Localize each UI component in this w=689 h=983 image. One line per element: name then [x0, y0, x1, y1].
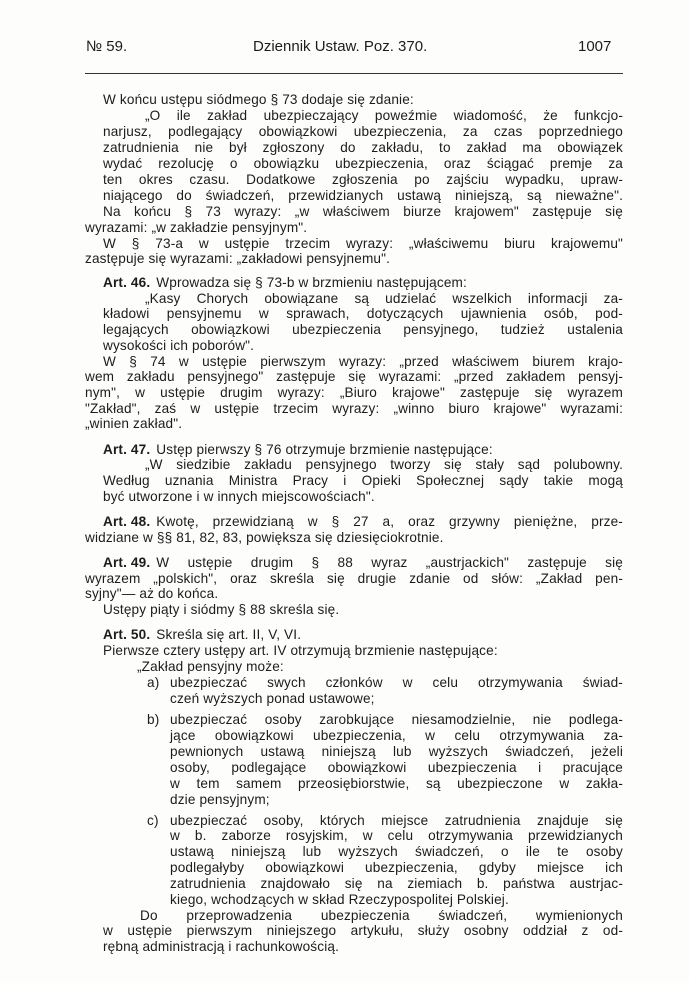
line-text: wysokości ich poborów".	[103, 338, 255, 353]
article-heading-line	[103, 275, 467, 291]
text-line	[85, 385, 623, 401]
text-line	[103, 322, 623, 338]
line-text: jące obowiązkowi ubezpieczenia, w celu otrzymywania za-	[170, 728, 623, 743]
text-line	[103, 156, 623, 172]
line-text: wem zakładu pensyjnego" zastępuje się wyrazami: „przed zakładem pensyj-	[85, 369, 623, 384]
text-line	[103, 354, 623, 370]
line-text: Na końcu § 73 wyrazy: „w właściwem biurze krajowem" zastępuje się	[103, 204, 623, 219]
line-text: Do przeprowadzenia ubezpieczenia świadczeń, wymienionych	[140, 908, 623, 923]
text-line	[103, 338, 254, 354]
line-text: W końcu ustępu siódmego § 73 dodaje się zdanie:	[103, 92, 414, 107]
text-line	[170, 728, 623, 744]
line-text: zastępuje się wyrazami: „zakładowi pensyjnemu".	[85, 251, 391, 266]
article-number: Art. 48.	[103, 514, 151, 529]
line-text: czeń wyższych ponad ustawowe;	[170, 691, 375, 706]
line-text: kiego, wchodzących w skład Rzeczypospolitej Polskiej.	[170, 892, 509, 907]
text-line	[103, 124, 623, 140]
text-line	[85, 401, 623, 417]
line-text: kładowi pensyjnemu w sprawach, dotyczących ujawnienia osób, pod-	[103, 306, 623, 321]
text-line	[103, 172, 623, 188]
line-text: widziane w §§ 81, 82, 83, powiększa się dziesięciokrotnie.	[85, 530, 444, 545]
line-text: Ustępy piąty i siódmy § 88 skreśla się.	[103, 602, 340, 617]
line-text: „winien zakład".	[85, 416, 183, 431]
text-line	[145, 108, 623, 124]
text-line	[103, 643, 498, 659]
line-text: Ustęp pierwszy § 76 otrzymuje brzmienie następujące:	[156, 442, 493, 457]
text-line	[103, 92, 414, 108]
line-text: W § 74 w ustępie pierwszym wyrazy: „przed właściwem biurem krajo-	[103, 354, 623, 369]
line-text: niającego do świadczeń, przewidzianych ustawą niniejszą, są nieważne".	[103, 188, 623, 203]
text-line	[103, 489, 375, 505]
text-line	[85, 220, 307, 236]
text-line	[170, 691, 375, 707]
text-line	[85, 586, 218, 602]
line-text: ubezpieczać osoby zarobkujące niesamodzielnie, nie podlega-	[170, 712, 623, 727]
article-heading-line	[103, 514, 623, 530]
text-line	[103, 306, 623, 322]
line-text: Według uznania Ministra Pracy i Opieki Społecznej sądy takie mogą	[103, 473, 623, 488]
article-heading-line	[103, 627, 301, 643]
list-label: b)	[147, 712, 160, 727]
text-line	[103, 236, 623, 252]
text-line	[85, 369, 623, 385]
line-text: pewnionych ustawą niniejszą lub wyższych świadczeń, jeżeli	[170, 744, 623, 759]
text-line	[103, 923, 623, 939]
line-text: osoby, podlegające obowiązkowi ubezpieczenia i pracujące	[170, 760, 623, 775]
line-text: zatrudnienia znajdowało się na ziemiach b. państwa austrjac-	[170, 876, 623, 891]
article-number: Art. 46.	[103, 275, 151, 290]
line-text: „O ile zakład ubezpieczający poweźmie wiadomość, że funkcjo-	[145, 108, 623, 123]
line-text: w tem samem przeosiębiorstwie, są ubezpieczone w zakła-	[170, 776, 623, 791]
text-line	[103, 188, 623, 204]
text-line	[170, 876, 623, 892]
line-text: w b. zaborze rosyjskim, w celu otrzymywania przewidzianych	[170, 828, 623, 843]
running-title: Dziennik Ustaw. Poz. 370.	[253, 38, 428, 55]
line-text: narjusz, podlegający obowiązkowi ubezpieczenia, za czas poprzedniego	[103, 124, 623, 139]
article-heading-line	[103, 442, 493, 458]
line-text: podlegałyby obowiązkowi ubezpieczenia, gdyby miejsce ich	[170, 860, 623, 875]
text-line	[170, 892, 509, 908]
text-line	[170, 760, 623, 776]
line-text: ten okres czasu. Dodatkowe zgłoszenia po zajściu wypadku, upraw-	[103, 172, 623, 187]
text-line	[137, 659, 284, 675]
text-line	[170, 844, 623, 860]
text-line	[85, 416, 182, 432]
line-text: w ustępie pierwszym niniejszego artykułu, służy osobny oddział z od-	[103, 923, 623, 938]
line-text: dzie pensyjnym;	[170, 792, 270, 807]
line-text: nym", w ustępie drugim wyrazy: „Biuro krajowe" zastępuje się wyrazem	[85, 385, 623, 400]
issue-number: № 59.	[86, 38, 128, 55]
text-line	[145, 457, 623, 473]
header-rule	[85, 73, 623, 74]
line-text: Kwotę, przewidzianą w § 27 a, oraz grzywny pieniężne, prze-	[156, 514, 623, 529]
text-line	[170, 776, 623, 792]
line-text: „Zakład pensyjny może:	[137, 659, 284, 674]
line-text: Pierwsze cztery ustępy art. IV otrzymują brzmienie następujące:	[103, 643, 498, 658]
text-line	[85, 251, 390, 267]
text-line	[103, 473, 623, 489]
text-line	[85, 571, 623, 587]
article-number: Art. 49.	[103, 555, 151, 570]
line-text: ustawą niniejszą lub wyższych świadczeń, o ile te osoby	[170, 844, 623, 859]
text-line	[103, 939, 339, 955]
page-number: 1007	[578, 38, 612, 55]
text-line	[170, 828, 623, 844]
article-heading-line	[103, 555, 623, 571]
line-text: legających obowiązkowi ubezpieczenia pensyjnego, tudzież ustalenia	[103, 322, 623, 337]
line-text: być utworzone i w innych miejscowościach".	[103, 489, 375, 504]
line-text: zatrudnienia nie był zgłoszony do zakładu, to zakład ma obowiązek	[103, 140, 623, 155]
line-text: wydać rezolucję o obowiązku ubezpieczenia, oraz ściągać premje za	[103, 156, 623, 171]
line-text: syjny"— aż do końca.	[85, 586, 219, 601]
line-text: W § 73-a w ustępie trzecim wyrazy: „właściwemu biuru krajowemu"	[103, 236, 623, 251]
text-line	[103, 602, 339, 618]
line-text: "Zakład", zaś w ustępie trzecim wyrazy: „winno biuro krajowe" wyrazami:	[85, 401, 623, 416]
list-label: a)	[147, 675, 160, 690]
text-line	[170, 792, 270, 808]
line-text: Skreśla się art. II, V, VI.	[156, 627, 302, 642]
list-label: c)	[147, 813, 159, 828]
article-number: Art. 50.	[103, 627, 151, 642]
text-line	[85, 530, 444, 546]
line-text: ubezpieczać swych członków w celu otrzymywania świad-	[170, 675, 623, 690]
line-text: rębną administracją i rachunkowością.	[103, 939, 339, 954]
text-line	[170, 744, 623, 760]
line-text: „Kasy Chorych obowiązane są udzielać wszelkich informacji za-	[145, 291, 623, 306]
text-line	[145, 291, 623, 307]
line-text: ubezpieczać osoby, których miejsce zatrudnienia znajduje się	[170, 813, 623, 828]
line-text: „W siedzibie zakładu pensyjnego tworzy się stały sąd polubowny.	[145, 457, 623, 472]
article-number: Art. 47.	[103, 442, 151, 457]
text-line	[140, 908, 623, 924]
line-text: wyrazem „polskich", oraz skreśla się drugie zdanie od słów: „Zakład pen-	[85, 571, 623, 586]
line-text: wyrazami: „w zakładzie pensyjnym".	[85, 220, 308, 235]
line-text: Wprowadza się § 73-b w brzmieniu następującem:	[156, 275, 467, 290]
text-line	[170, 860, 623, 876]
text-line	[103, 140, 623, 156]
text-line	[103, 204, 623, 220]
line-text: W ustępie drugim § 88 wyraz „austrjackich" zastępuje się	[156, 555, 623, 570]
